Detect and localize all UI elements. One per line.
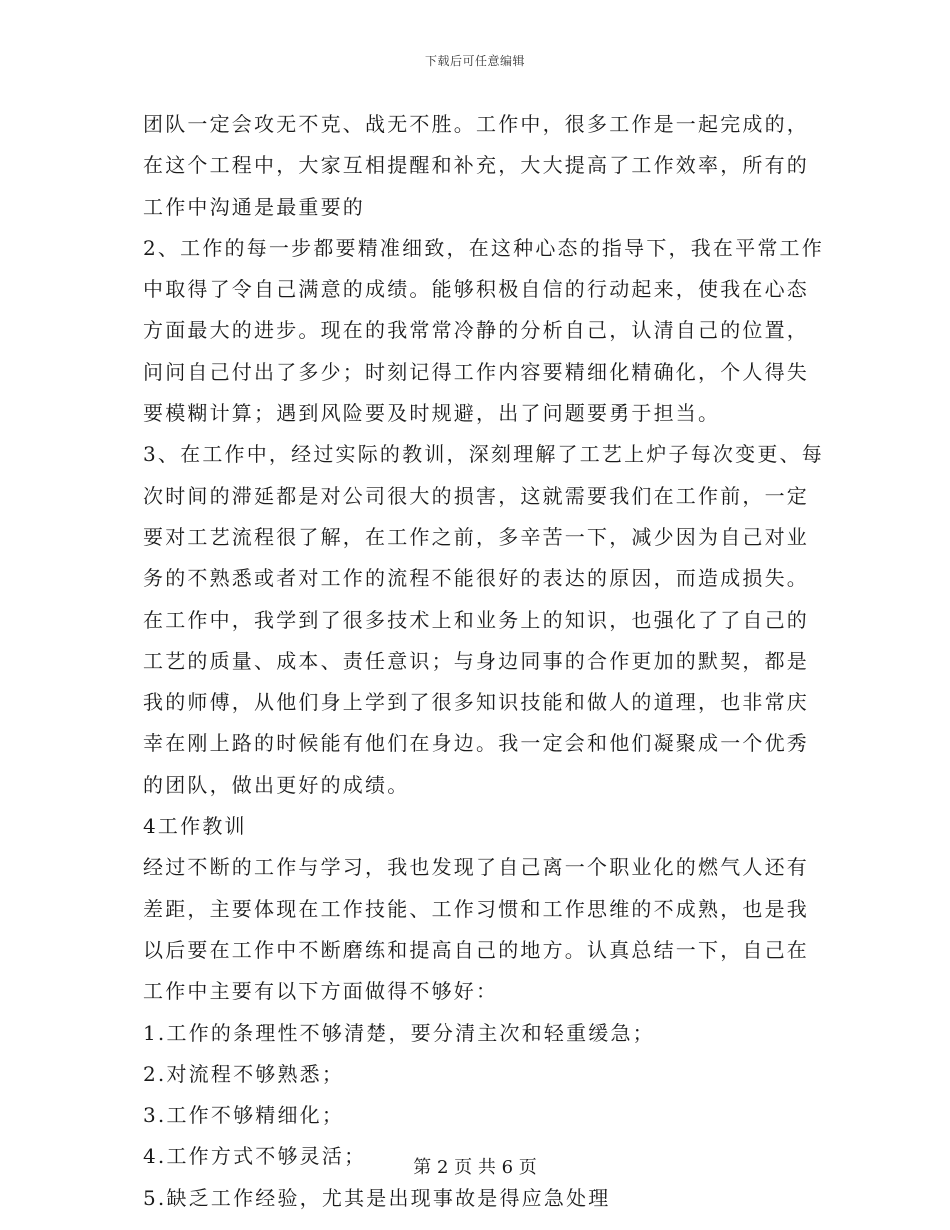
text-line: 经过不断的工作与学习，我也发现了自己离一个职业化的燃气人还有 — [143, 855, 809, 880]
text-line: 中取得了令自己满意的成绩。能够积极自信的行动起来，使我在心态 — [143, 277, 809, 302]
text-line: 4.工作方式不够灵活； — [143, 1144, 367, 1169]
text-line: 工作中主要有以下方面做得不够好： — [143, 979, 499, 1004]
page-number-footer: 第 2 页 共 6 页 — [413, 1157, 537, 1178]
text-line: 我的师傅，从他们身上学到了很多知识技能和做人的道理，也非常庆 — [143, 690, 809, 715]
text-line: 差距，主要体现在工作技能、工作习惯和工作思维的不成熟，也是我 — [143, 896, 809, 921]
text-line: 在工作中，我学到了很多技术上和业务上的知识，也强化了了自己的 — [143, 607, 809, 632]
page-header-note: 下载后可任意编辑 — [424, 54, 525, 68]
text-line: 1.工作的条理性不够清楚，要分清主次和轻重缓急； — [143, 1020, 655, 1045]
text-line: 5.缺乏工作经验，尤其是出现事故是得应急处理 — [143, 1185, 611, 1210]
text-line: 2、工作的每一步都要精准细致，在这种心态的指导下，我在平常工作 — [143, 235, 824, 260]
text-line: 4工作教训 — [143, 814, 247, 839]
text-line: 2.对流程不够熟悉； — [143, 1061, 345, 1086]
text-line: 团队一定会攻无不克、战无不胜。工作中，很多工作是一起完成的， — [143, 112, 809, 136]
text-line: 方面最大的进步。现在的我常常冷静的分析自己，认清自己的位置， — [143, 318, 809, 343]
text-line: 要对工艺流程很了解，在工作之前，多辛苦一下，减少因为自己对业 — [143, 524, 809, 549]
text-line: 工作中沟通是最重要的 — [143, 194, 365, 219]
text-line: 幸在刚上路的时候能有他们在身边。我一定会和他们凝聚成一个优秀 — [143, 731, 809, 756]
text-line: 的团队，做出更好的成绩。 — [143, 772, 410, 797]
text-line: 3、在工作中，经过实际的教训，深刻理解了工艺上炉子每次变更、每 — [143, 442, 824, 467]
text-line: 3.工作不够精细化； — [143, 1103, 345, 1128]
text-line: 要模糊计算；遇到风险要及时规避，出了问题要勇于担当。 — [143, 401, 721, 426]
text-line: 以后要在工作中不断磨练和提高自己的地方。认真总结一下，自己在 — [143, 937, 809, 962]
text-line: 在这个工程中，大家互相提醒和补充，大大提高了工作效率，所有的 — [143, 153, 809, 178]
text-line: 次时间的滞延都是对公司很大的损害，这就需要我们在工作前，一定 — [143, 483, 809, 508]
document-body — [143, 104, 824, 1219]
text-line: 问问自己付出了多少；时刻记得工作内容要精细化精确化，个人得失 — [143, 359, 809, 384]
text-line: 工艺的质量、成本、责任意识；与身边同事的合作更加的默契，都是 — [143, 648, 809, 673]
text-line: 务的不熟悉或者对工作的流程不能很好的表达的原因，而造成损失。 — [143, 566, 809, 591]
